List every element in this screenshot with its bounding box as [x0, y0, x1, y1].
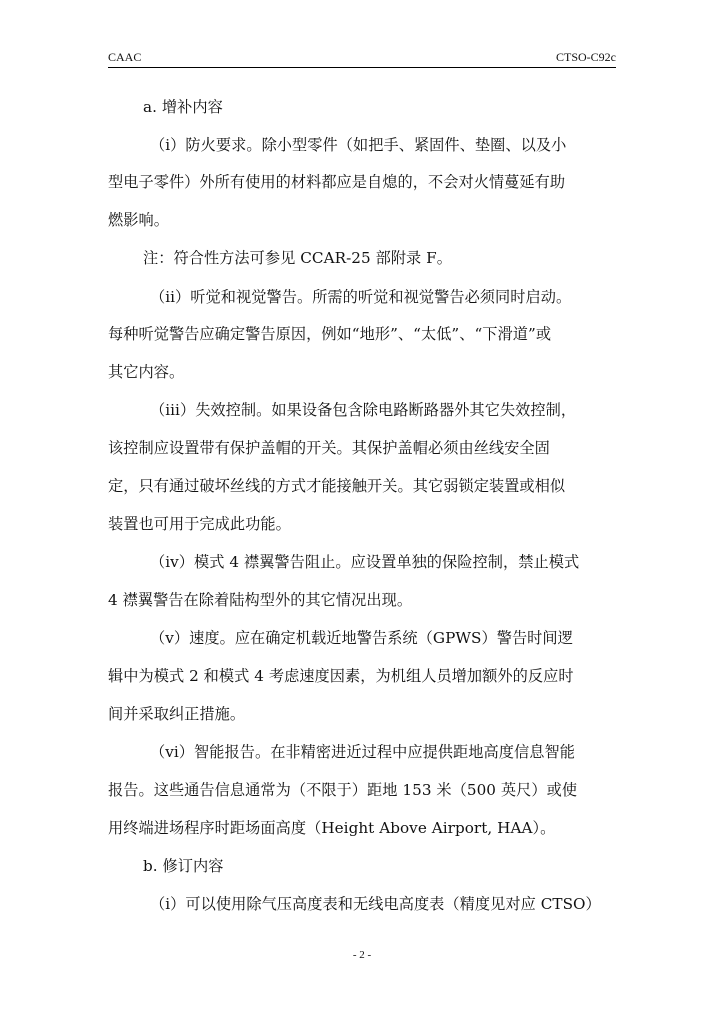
paragraph-line: 报告。这些通告信息通常为（不限于）距地 153 米（500 英尺）或使	[108, 781, 578, 799]
paragraph-line: 其它内容。	[108, 363, 185, 381]
header-rule	[108, 67, 616, 68]
paragraph-line: （ii）听觉和视觉警告。所需的听觉和视觉警告必须同时启动。	[150, 288, 572, 306]
header-right: CTSO-C92c	[556, 50, 616, 64]
paragraph-line: （vi）智能报告。在非精密进近过程中应提供距地高度信息智能	[150, 743, 575, 761]
paragraph-line: 装置也可用于完成此功能。	[108, 515, 291, 533]
paragraph-line: 定，只有通过破坏丝线的方式才能接触开关。其它弱锁定装置或相似	[108, 477, 566, 495]
paragraph-line: 该控制应设置带有保护盖帽的开关。其保护盖帽必须由丝线安全固	[108, 439, 550, 457]
paragraph-line: （iii）失效控制。如果设备包含除电路断路器外其它失效控制，	[150, 401, 577, 419]
paragraph-line: （i）防火要求。除小型零件（如把手、紧固件、垫圈、以及小	[150, 136, 567, 154]
paragraph-line: 间并采取纠正措施。	[108, 705, 246, 723]
paragraph-line: 型电子零件）外所有使用的材料都应是自熄的，不会对火情蔓延有助	[108, 173, 566, 191]
paragraph-line: （i）可以使用除气压高度表和无线电高度表（精度见对应 CTSO）	[150, 895, 601, 913]
paragraph-line: 辑中为模式 2 和模式 4 考虑速度因素，为机组人员增加额外的反应时	[108, 667, 574, 685]
header-left: CAAC	[108, 50, 142, 64]
page-number: - 2 -	[352, 949, 372, 961]
page-header	[108, 50, 616, 67]
note-line: 注：符合性方法可参见 CCAR-25 部附录 F。	[143, 249, 452, 267]
section-heading-b: b. 修订内容	[143, 857, 224, 875]
paragraph-line: 每种听觉警告应确定警告原因，例如“地形”、“太低”、“下滑道”或	[108, 325, 552, 343]
paragraph-line: 燃影响。	[108, 211, 169, 229]
paragraph-line: 4 襟翼警告在除着陆构型外的其它情况出现。	[108, 591, 413, 609]
paragraph-line: 用终端进场程序时距场面高度（Height Above Airport, HAA）。	[108, 819, 556, 837]
section-heading-a: a. 增补内容	[143, 98, 223, 116]
paragraph-line: （iv）模式 4 襟翼警告阻止。应设置单独的保险控制，禁止模式	[150, 553, 580, 571]
paragraph-line: （v）速度。应在确定机载近地警告系统（GPWS）警告时间逻	[150, 629, 573, 647]
